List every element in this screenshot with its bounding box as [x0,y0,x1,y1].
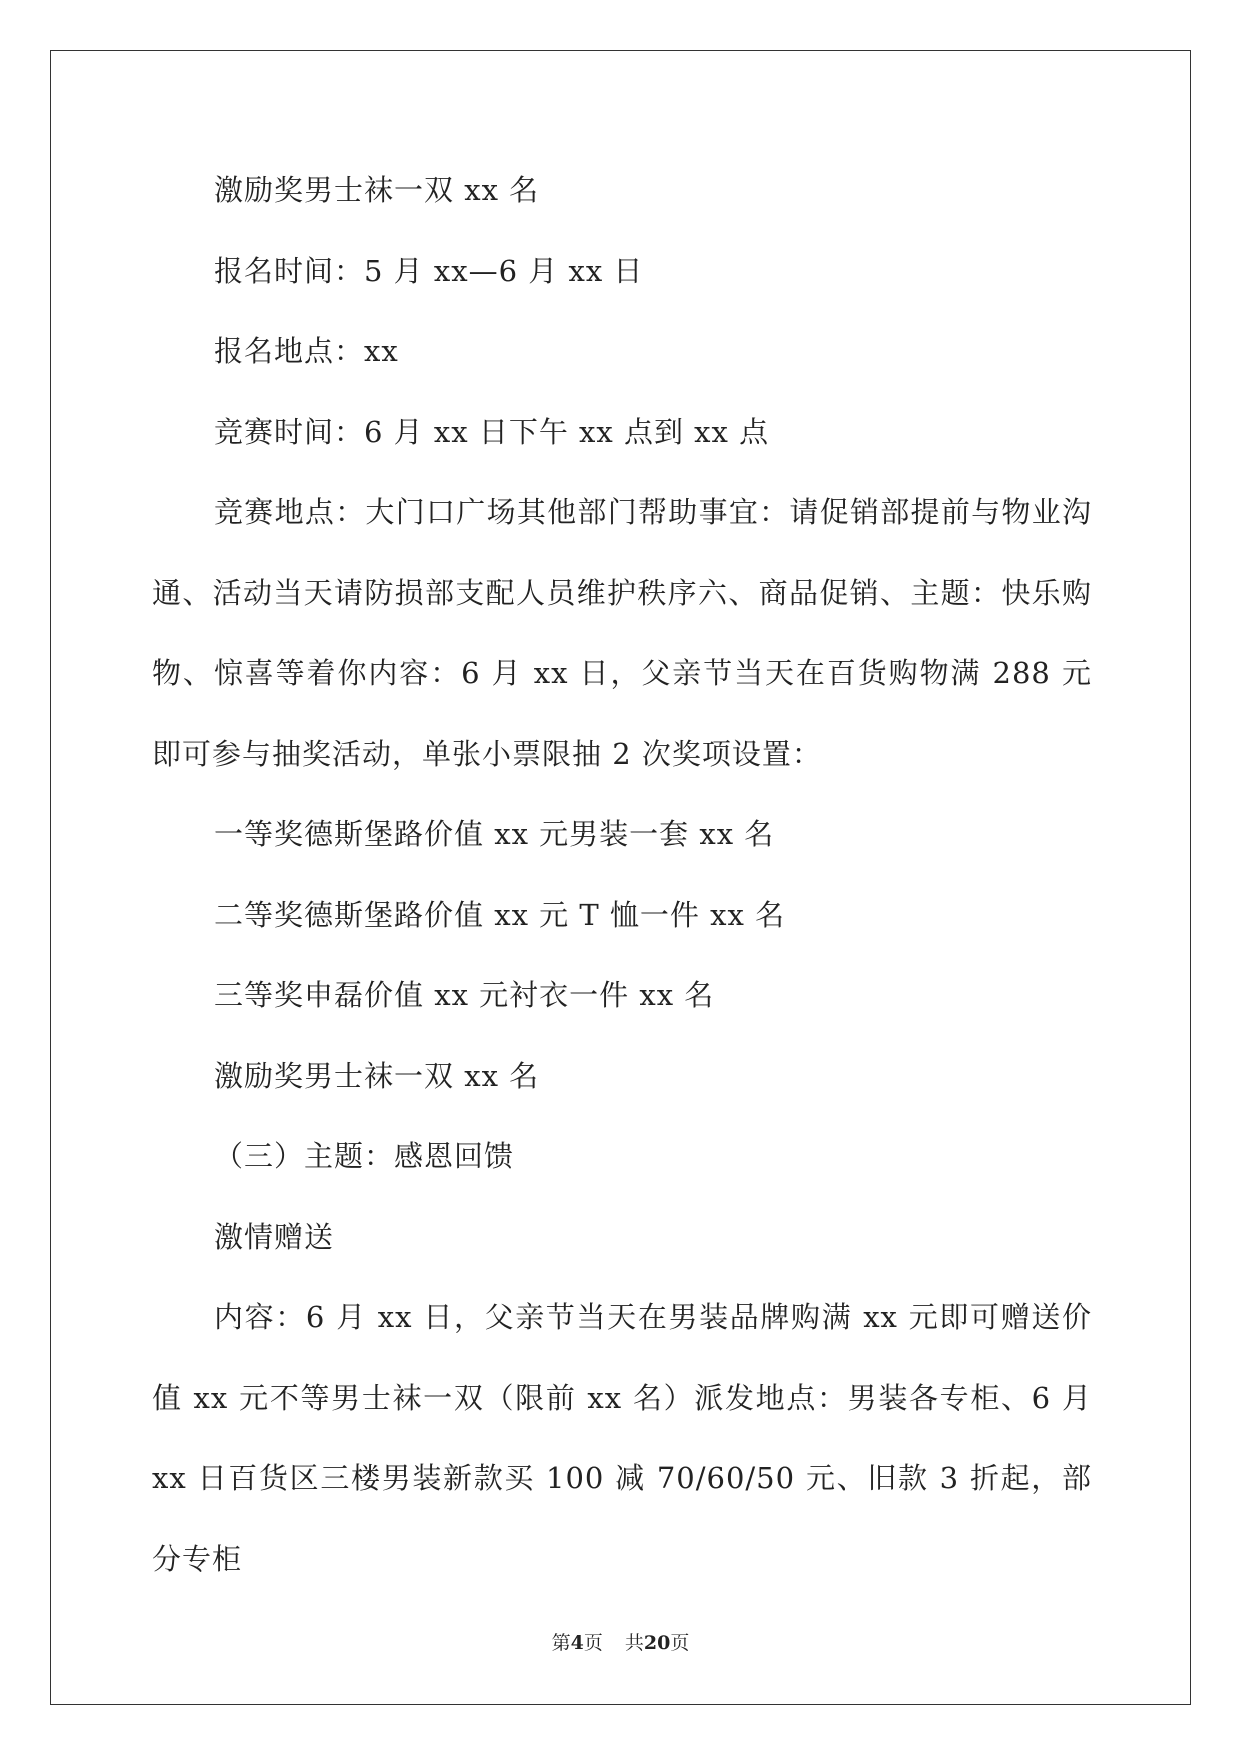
footer-total-suffix: 页 [670,1632,690,1654]
paragraph: 竞赛地点：大门口广场其他部门帮助事宜：请促销部提前与物业沟通、活动当天请防损部支配人员维护秩序六、商品促销、主题：快乐购物、惊喜等着你内容：6 月 xx 日，父亲节当天在百货购物满 288 元即可参与抽奖活动，单张小票限抽 2 次奖项设置： [152,495,1092,771]
footer-total-pages: 20 [643,1632,671,1654]
paragraph: 二等奖德斯堡路价值 xx 元 T 恤一件 xx 名 [214,897,786,932]
paragraph: （三）主题：感恩回馈 [214,1139,515,1173]
paragraph: 报名时间：5 月 xx—6 月 xx 日 [214,253,644,288]
paragraph: 激励奖男士袜一双 xx 名 [214,1058,540,1093]
paragraph: 激情赠送 [214,1219,335,1254]
paragraph: 激励奖男士袜一双 xx 名 [214,173,540,207]
footer-page-suffix: 页 [583,1632,603,1654]
paragraph: 一等奖德斯堡路价值 xx 元男装一套 xx 名 [214,817,775,851]
paragraph: 三等奖申磊价值 xx 元衬衣一件 xx 名 [214,978,715,1012]
document-body [152,150,1092,1599]
paragraph: 竞赛时间：6 月 xx 日下午 xx 点到 xx 点 [214,414,770,449]
paragraph: 报名地点：xx [214,334,399,368]
footer-total-prefix: 共 [624,1632,644,1654]
footer-prefix: 第 [551,1632,571,1654]
paragraph: 内容：6 月 xx 日，父亲节当天在男装品牌购满 xx 元即可赠送价值 xx 元不等男士袜一双（限前 xx 名）派发地点：男装各专柜、6 月 xx 日百货区三楼男装新款买 100 减 70/60/50 元、旧款 3 折起，部分专柜 [152,1300,1092,1576]
footer-page-number: 4 [570,1632,584,1654]
page-footer [0,1628,1241,1655]
